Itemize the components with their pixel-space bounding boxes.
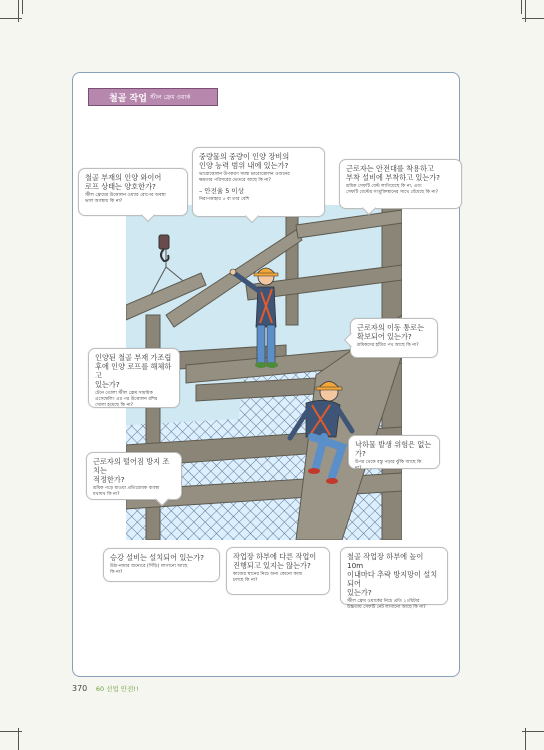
bubble-hoist-rope-condition <box>78 168 188 216</box>
question-text: 승강 설비는 설치되어 있는가? <box>110 553 204 562</box>
question-text: 중량물의 중량이 인양 장비의 인양 능력 범위 내에 있는가? <box>199 152 290 170</box>
crop-mark <box>0 18 22 19</box>
crop-mark <box>522 731 544 732</box>
translation-text: ভারোত্তোলন উপকরণ সমস্ত ভারোত্তোলন ওজনের ক্ষমতার পরিসরের ভেতরে আছে কি না? <box>199 172 290 183</box>
crop-mark <box>22 0 23 14</box>
bubble-lifting-capacity <box>192 147 325 217</box>
question-text: 작업장 하부에 다른 작업이 진행되고 있지는 않는가? <box>233 552 317 570</box>
chapter-label: 60 선업 안전!! <box>95 685 139 693</box>
bubble-safety-harness <box>339 159 462 209</box>
question-text: 근로자의 떨어짐 방지 조치는 적정한가? <box>93 457 170 484</box>
translation-text: উপর থেকে বস্তু পড়ার ঝুঁকি আছে কি না? <box>355 460 422 471</box>
section-subtitle: স্টীল ফ্রেম ওয়ার্ক <box>149 93 191 101</box>
translation-text: টেনে তোলা স্টীল ফ্রেম সাময়িক এসেম্বেলিং এর পর উত্তোলন রশির খোলা হয়েছে কি না? <box>95 391 158 408</box>
page-footer <box>72 684 139 693</box>
crop-mark <box>522 18 544 19</box>
question-text: 철골 부재의 인양 와이어 로프 상태는 양호한가? <box>85 173 162 191</box>
translation-text: কাজের স্থানের নিচে অন্য কোনো কাজ চলছে কি না? <box>233 572 303 583</box>
question-text: 근로자는 안전대를 착용하고 부착 설비에 부착하고 있는가? <box>346 164 440 182</box>
translation-text: শ্রমিক সেফটি বেল্ট লাগিয়েছে কি না, এবং সেফটি বেল্টের সংযুক্তিস্থানের সাথে বেঁধেছে কি না? <box>346 184 439 195</box>
section-title: 철골 작업 <box>109 93 147 104</box>
crop-mark <box>0 731 22 732</box>
bubble-falling-objects <box>348 435 440 469</box>
bubble-work-below <box>226 547 330 595</box>
bubble-access-equipment <box>103 548 220 582</box>
safety-factor-translation: নিরাপত্তাহার ৫ বা তার বেশি <box>199 197 250 202</box>
section-title-tab <box>88 88 218 106</box>
safety-factor-note: – 안전율 5 이상 <box>199 187 244 195</box>
question-text: 근로자의 이동 통로는 확보되어 있는가? <box>357 323 425 341</box>
translation-text: উঠা-নামার জন্যেরে (সিঁড়ি) লাগানো আছে কি না? <box>110 564 188 575</box>
crop-mark <box>521 0 522 14</box>
translation-text: শ্রমিক পড়ে যাওয়া প্রতিরোধক ব্যবস্থা যথাযথ কি না? <box>93 486 160 497</box>
steel-column <box>286 205 298 325</box>
translation-text: শ্রমিকদের হাঁটার পথ আছে কি না? <box>357 343 419 348</box>
translation-text: স্টীল ফ্রেম ওয়ার্কের নিচে প্রতি ১০মিটার উচ্চতায় সেফটি নেট লাগানো আছে কি না? <box>347 599 426 610</box>
crane-hook-block <box>159 235 169 249</box>
question-text: 철골 작업장 하부에 높이 10m 이내마다 추락 방지망이 설치되어 있는가? <box>347 552 438 597</box>
translation-text: স্টীল ফ্রেমের উত্তোলন ওয়্যার রোপের অবস্থা ভাল অবস্থায় কি না? <box>85 193 166 204</box>
question-text: 낙하물 발생 위험은 없는가? <box>355 440 432 458</box>
question-text: 인양된 철골 부재 가조립 후에 인양 로프를 해체하고 있는가? <box>95 353 172 389</box>
bubble-fall-prevention <box>86 452 182 500</box>
bubble-walkway <box>350 318 438 358</box>
bubble-rope-removal <box>88 348 180 408</box>
page-number: 370 <box>72 684 88 693</box>
bubble-safety-net <box>340 547 448 610</box>
